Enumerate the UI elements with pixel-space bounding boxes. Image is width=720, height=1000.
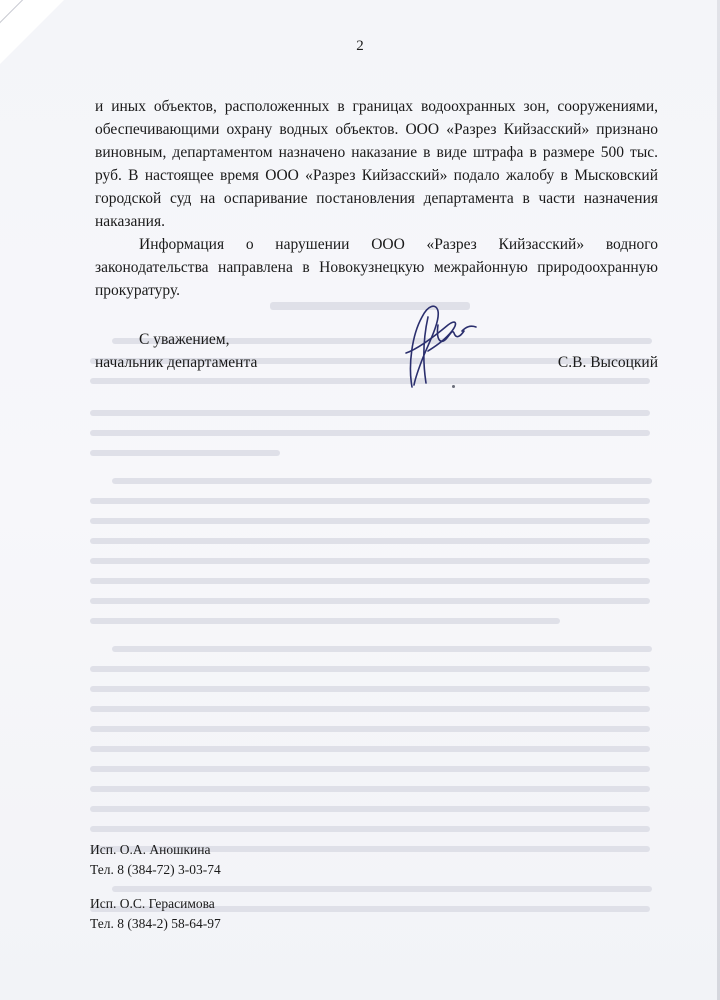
contact-block — [90, 840, 221, 880]
closing-regards: С уважением, — [139, 331, 230, 348]
body-paragraph: Информация о нарушении ООО «Разрез Кийзасский» водного законодательства направлена в Новокузнецкую межрайонную природоохранную прокуратуру. — [95, 236, 658, 299]
signer-position: начальник департамента — [95, 354, 258, 371]
executor-name: Исп. О.С. Герасимова — [90, 896, 215, 911]
signature-block — [95, 328, 658, 374]
letter-body — [95, 95, 658, 302]
executor-name: Исп. О.А. Аношкина — [90, 842, 211, 857]
signer-name: С.В. Высоцкий — [557, 354, 658, 371]
page-number: 2 — [356, 38, 364, 54]
contact-block — [90, 894, 221, 934]
executor-phone: Тел. 8 (384-72) 3-03-74 — [90, 862, 221, 877]
body-paragraph: и иных объектов, расположенных в границах водоохранных зон, сооружениями, обеспечивающими охрану водных объектов. ООО «Разрез Кийзасский» признано виновным, департаментом назначено наказание в виде штрафа в размере 500 тыс. руб. В настоящее время ООО «Разрез Кийзасский» подало жалобу в Мысковский городской суд на оспаривание постановления департамента в части назначения наказания. — [95, 98, 658, 230]
ink-dot — [452, 385, 455, 388]
executor-phone: Тел. 8 (384-2) 58-64-97 — [90, 916, 221, 931]
